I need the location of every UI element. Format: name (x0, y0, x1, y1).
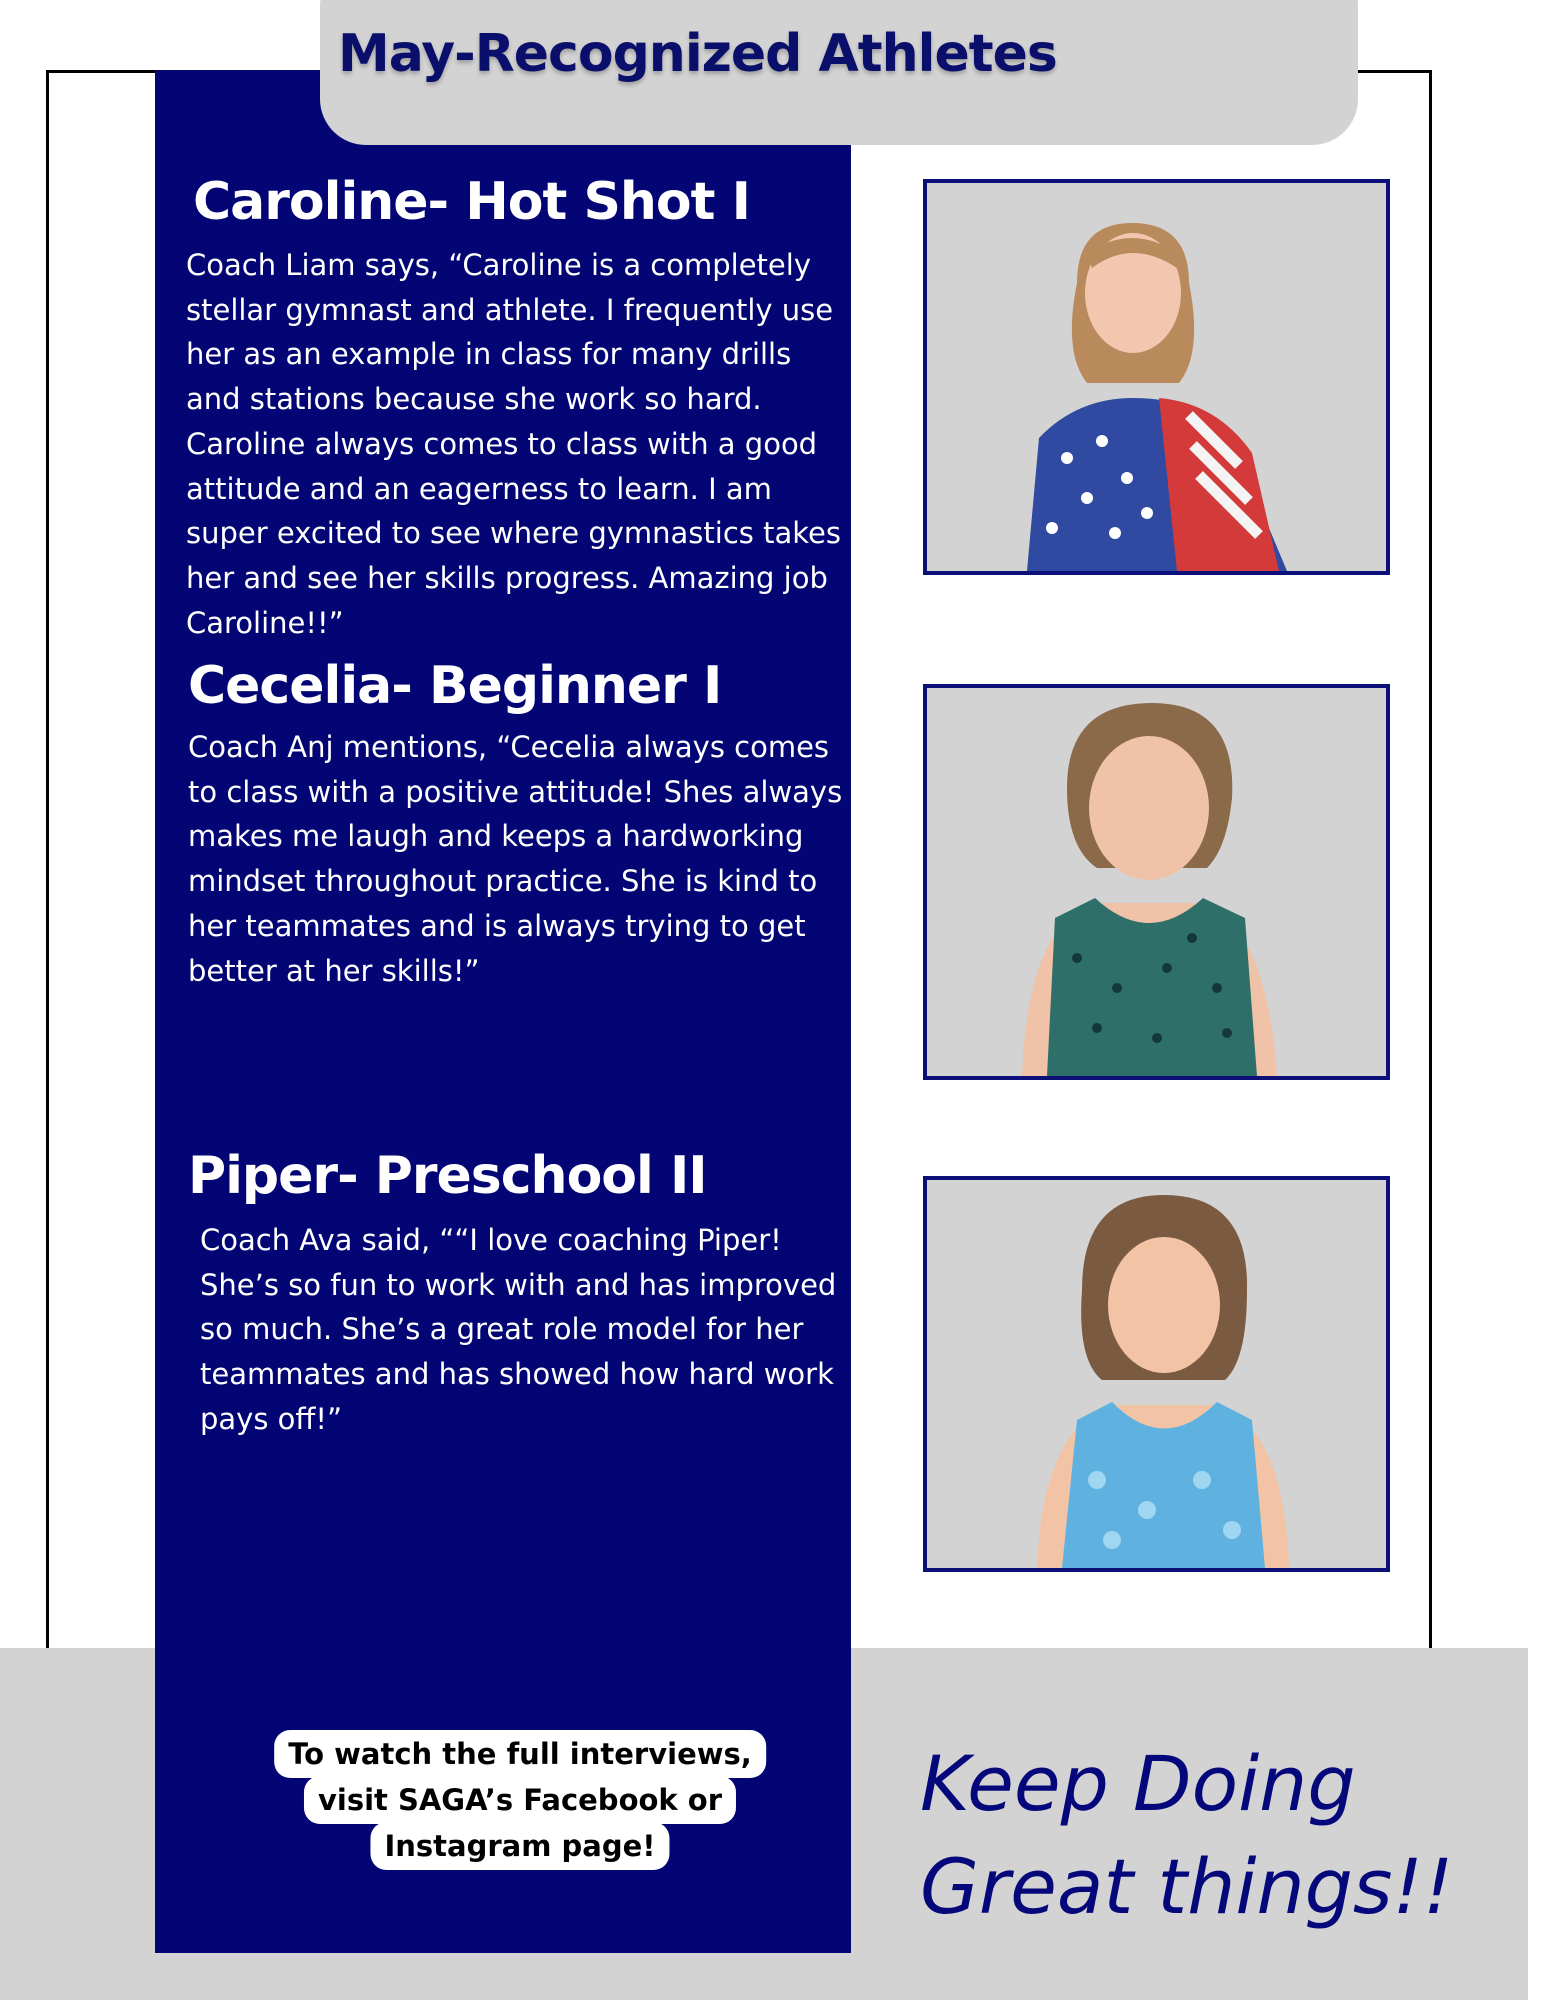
interview-callout (270, 1730, 770, 1880)
athlete-photo-piper (923, 1176, 1390, 1572)
athlete-photo-caroline (923, 179, 1390, 575)
closing-line-1: Keep Doing (920, 1739, 1356, 1828)
athlete-name-piper: Piper- Preschool II (188, 1146, 707, 1206)
athlete-name-caroline: Caroline- Hot Shot I (193, 172, 750, 232)
callout-line-3: Instagram page! (370, 1822, 669, 1870)
page-title: May-Recognized Athletes (338, 24, 1057, 84)
athlete-photo-cecelia (923, 684, 1390, 1080)
closing-line-2: Great things!! (920, 1842, 1454, 1931)
athlete-quote-piper: Coach Ava said, ““I love coaching Piper! She’s so fun to work with and has improved so much. She’s a great role model for her teammates and has showed how hard work pays off!” (200, 1223, 837, 1436)
athlete-quote-caroline: Coach Liam says, “Caroline is a completely stellar gymnast and athlete. I frequently use her as an example in class for many drills and stations because she work so hard. Caroline always comes to class with a good attitude and an eagerness to learn. I am super excited to see where gymnastics takes her and see her skills progress. Amazing job Caroline!!” (186, 248, 841, 640)
callout-line-2: visit SAGA’s Facebook or (304, 1776, 736, 1824)
callout-line-1: To watch the full interviews, (274, 1730, 766, 1778)
athlete-name-cecelia: Cecelia- Beginner I (188, 656, 722, 716)
closing-message (920, 1732, 1453, 1938)
athlete-quote-cecelia: Coach Anj mentions, “Cecelia always comes to class with a positive attitude! Shes always makes me laugh and keeps a hardworking mindset throughout practice. She is kind to her teammates and is always trying to get better at her skills!” (188, 730, 843, 988)
